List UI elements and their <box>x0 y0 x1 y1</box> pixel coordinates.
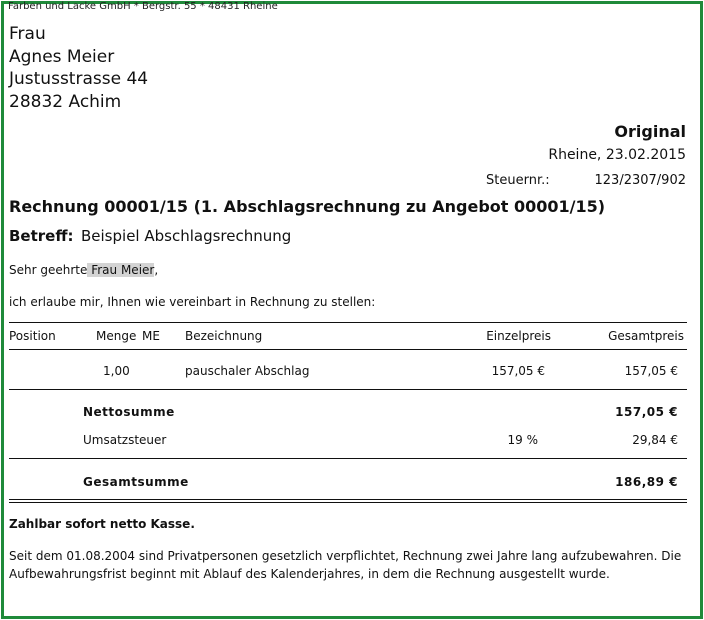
greeting-title: Frau <box>91 263 118 277</box>
sender-line: Farben und Lacke GmbH * Bergstr. 55 * 48431 Rheine <box>8 1 278 12</box>
net-total-value: 157,05 € <box>615 405 678 419</box>
recipient-name: Agnes Meier <box>9 47 115 67</box>
vat-bottom-rule <box>9 458 687 459</box>
total-rule-2 <box>9 502 687 503</box>
header-unit-price: Einzelpreis <box>486 329 551 343</box>
tax-number-value: 123/2307/902 <box>594 173 686 188</box>
gross-total-value: 186,89 € <box>615 475 678 489</box>
header-position: Position <box>9 329 56 343</box>
retention-note: Seit dem 01.08.2004 sind Privatpersonen gesetzlich verpflichtet, Rechnung zwei Jahre lang aufzubewahren. Die Aufbewahrungsfrist beginnt mit Ablauf des Kalenderjahres, in dem die Rechnung ausgestellt wurde. <box>9 549 682 581</box>
total-rule-1 <box>9 499 687 500</box>
header-unit: ME <box>142 329 160 343</box>
header-description: Bezeichnung <box>185 329 263 343</box>
net-total-label: Nettosumme <box>83 405 175 419</box>
greeting-suffix: , <box>154 263 159 277</box>
gross-total-label: Gesamtsumme <box>83 475 189 489</box>
header-bottom-rule <box>9 349 687 350</box>
header-quantity: Menge <box>96 329 137 343</box>
items-bottom-rule <box>9 389 687 390</box>
tax-number-label: Steuernr.: <box>486 173 550 188</box>
row-total-price: 157,05 € <box>624 364 678 378</box>
invoice-title: Rechnung 00001/15 (1. Abschlagsrechnung zu Angebot 00001/15) <box>9 197 606 216</box>
place-date: Rheine, 23.02.2015 <box>548 147 686 163</box>
table-top-rule <box>9 322 687 323</box>
recipient-city: 28832 Achim <box>9 92 122 112</box>
payment-terms: Zahlbar sofort netto Kasse. <box>9 517 195 531</box>
intro-text: ich erlaube mir, Ihnen wie vereinbart in Rechnung zu stellen: <box>9 295 376 309</box>
vat-value: 29,84 € <box>632 433 678 447</box>
vat-rate: 19 % <box>507 433 538 447</box>
header-total-price: Gesamtpreis <box>608 329 684 343</box>
subject-value: Beispiel Abschlagsrechnung <box>81 227 292 245</box>
original-label: Original <box>614 122 686 141</box>
subject-label: Betreff: <box>9 227 74 245</box>
row-description: pauschaler Abschlag <box>185 364 310 378</box>
row-quantity: 1,00 <box>103 364 130 378</box>
greeting-name: Meier <box>120 263 155 277</box>
vat-label: Umsatzsteuer <box>83 433 167 447</box>
row-unit-price: 157,05 € <box>491 364 545 378</box>
greeting <box>9 263 158 277</box>
greeting-prefix: Sehr geehrte <box>9 263 88 277</box>
recipient-salutation: Frau <box>9 24 46 44</box>
recipient-street: Justusstrasse 44 <box>9 69 149 89</box>
